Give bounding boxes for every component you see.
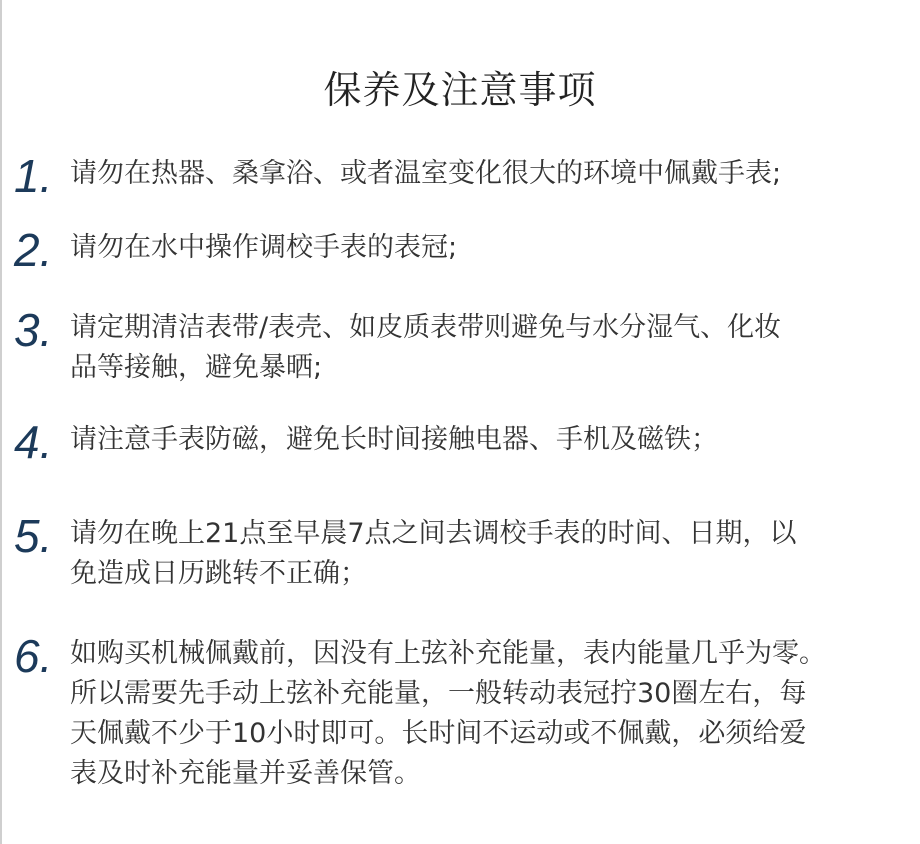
item-text-line: 请勿在热器、桑拿浴、或者温室变化很大的环境中佩戴手表; xyxy=(70,158,782,189)
item-text xyxy=(70,514,912,594)
item-text-line: 所以需要先手动上弦补充能量，一般转动表冠拧30圈左右，每 xyxy=(70,678,807,709)
item-text-line: 如购买机械佩戴前，因没有上弦补充能量，表内能量几乎为零。 xyxy=(70,638,826,669)
item-number: 4. xyxy=(14,416,53,468)
item-number: 6. xyxy=(14,630,53,682)
item-number: 1. xyxy=(14,150,53,202)
item-text-line: 免造成日历跳转不正确； xyxy=(70,558,367,589)
item-text xyxy=(70,308,912,388)
item-text-line: 请勿在晚上21点至早晨7点之间去调校手表的时间、日期，以 xyxy=(70,518,797,549)
item-text-line: 请勿在水中操作调校手表的表冠; xyxy=(70,232,458,263)
item-number: 5. xyxy=(14,510,53,562)
item-number: 2. xyxy=(14,224,53,276)
item-text-line: 表及时补充能量并妥善保管。 xyxy=(70,758,421,789)
item-text-line: 品等接触，避免暴晒; xyxy=(70,352,323,383)
item-text xyxy=(70,154,912,194)
item-text xyxy=(70,420,912,460)
item-text-line: 请定期清洁表带/表壳、如皮质表带则避免与水分湿气、化妆 xyxy=(70,312,782,343)
item-text xyxy=(70,634,912,794)
item-text xyxy=(70,228,912,268)
item-text-line: 天佩戴不少于10小时即可。长时间不运动或不佩戴，必须给爱 xyxy=(70,718,807,749)
item-number: 3. xyxy=(14,304,53,356)
item-text-line: 请注意手表防磁，避免长时间接触电器、手机及磁铁； xyxy=(70,424,718,455)
page-title: 保养及注意事项 xyxy=(323,68,597,112)
page-left-border xyxy=(0,0,2,844)
